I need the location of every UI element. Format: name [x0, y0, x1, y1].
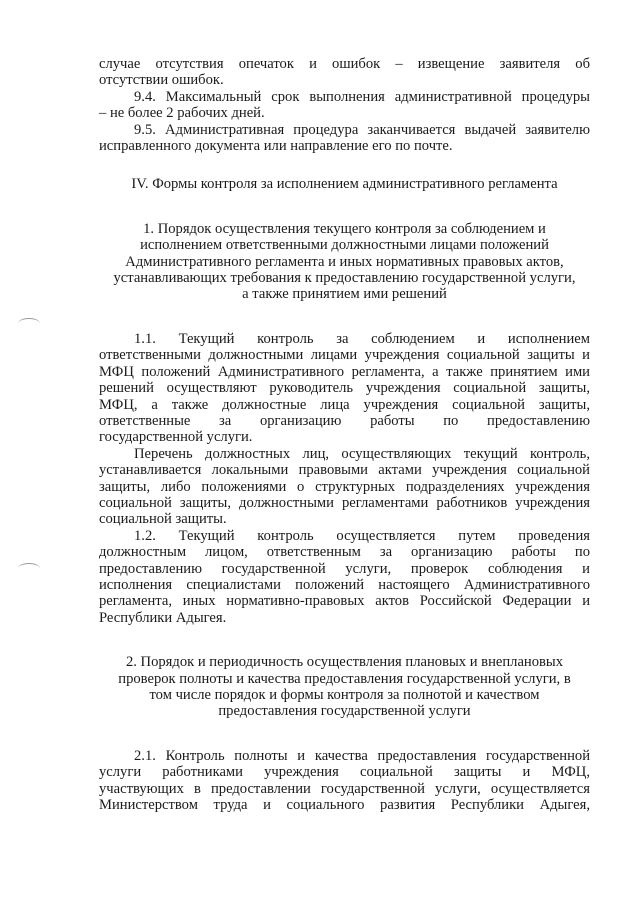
- text-line: регламента, иных нормативно-правовых актов Российской Федерации и: [99, 593, 590, 610]
- text-line: участвующих в предоставлении государственной услуги, осуществляется: [99, 780, 590, 797]
- text-line: защиты, либо положениями о структурных подразделениях учреждения: [99, 478, 590, 495]
- paragraph-9-4: [99, 89, 590, 122]
- text-line: устанавливается локальными правовыми актами учреждения социальной: [99, 462, 590, 479]
- heading-line: устанавливающих требования к предоставлению государственной услуги,: [113, 270, 576, 287]
- text-line: 1.1. Текущий контроль за соблюдением и исполнением: [134, 330, 590, 347]
- text-line: социальной защиты.: [99, 511, 227, 528]
- heading-line: 2. Порядок и периодичность осуществления плановых и внеплановых: [125, 654, 564, 671]
- text-line: 9.4. Максимальный срок выполнения административной процедуры: [134, 88, 590, 105]
- text-line: должностным лицом, ответственным за организацию работы по: [99, 544, 590, 561]
- text-line: Республики Адыгея.: [99, 609, 227, 626]
- section-title: IV. Формы контроля за исполнением административного регламента: [131, 176, 558, 193]
- heading-line: проверок полноты и качества предоставления государственной услуги, в: [118, 670, 571, 687]
- paragraph-officials-list: [99, 446, 590, 528]
- text-line: 2.1. Контроль полноты и качества предоставления государственной: [134, 747, 590, 764]
- text-line: ответственные за организацию работы по предоставлению: [99, 412, 590, 429]
- text-line: исполнения специалистами положений настоящего Административного: [99, 576, 590, 593]
- text-line: государственной услуги.: [99, 429, 253, 446]
- text-line: Перечень должностных лиц, осуществляющих текущий контроль,: [134, 445, 590, 462]
- document-page: [99, 56, 590, 813]
- text-line: МФЦ, а также должностные лица учреждения социальной защиты,: [99, 396, 590, 413]
- heading-line: а также принятием ими решений: [242, 286, 447, 303]
- text-line: МФЦ положений Административного регламента, а также принятием ими: [99, 363, 590, 380]
- text-line: решений осуществляют руководитель учреждения социальной защиты,: [99, 380, 590, 397]
- subsection-heading-1: [99, 221, 590, 303]
- text-line: случае отсутствия опечаток и ошибок – извещение заявителя об: [99, 56, 590, 72]
- text-line: 1.2. Текущий контроль осуществляется путем проведения: [134, 527, 590, 544]
- text-line: Министерством труда и социального развития Республики Адыгея,: [99, 797, 590, 814]
- paragraph-1-1: [99, 331, 590, 446]
- text-line: отсутствии ошибок.: [99, 72, 224, 89]
- heading-line: предоставления государственной услуги: [218, 703, 471, 720]
- paragraph-continuation: [99, 56, 590, 89]
- heading-line: Административного регламента и иных нормативных правовых актов,: [125, 253, 564, 270]
- text-line: 9.5. Административная процедура заканчивается выдачей заявителю: [134, 121, 590, 138]
- text-line: исправленного документа или направление его по почте.: [99, 138, 453, 155]
- text-line: услуги работниками учреждения социальной защиты и МФЦ,: [99, 764, 590, 781]
- text-line: ответственными должностными лицами учреждения социальной защиты и: [99, 347, 590, 364]
- punch-hole-mark-top: [18, 318, 40, 329]
- punch-hole-mark-bottom: [18, 563, 40, 574]
- text-line: предоставлению государственной услуги, проверок соблюдения и: [99, 560, 590, 577]
- subsection-heading-2: [99, 654, 590, 720]
- heading-line: 1. Порядок осуществления текущего контроля за соблюдением и: [143, 220, 546, 237]
- paragraph-2-1: [99, 748, 590, 814]
- paragraph-1-2: [99, 528, 590, 626]
- text-line: социальной защиты, должностными регламентами работников учреждения: [99, 494, 590, 511]
- heading-line: исполнением ответственными должностными лицами положений: [140, 237, 549, 254]
- text-line: – не более 2 рабочих дней.: [99, 105, 265, 122]
- heading-line: том числе порядок и формы контроля за полнотой и качеством: [149, 687, 540, 703]
- paragraph-9-5: [99, 122, 590, 155]
